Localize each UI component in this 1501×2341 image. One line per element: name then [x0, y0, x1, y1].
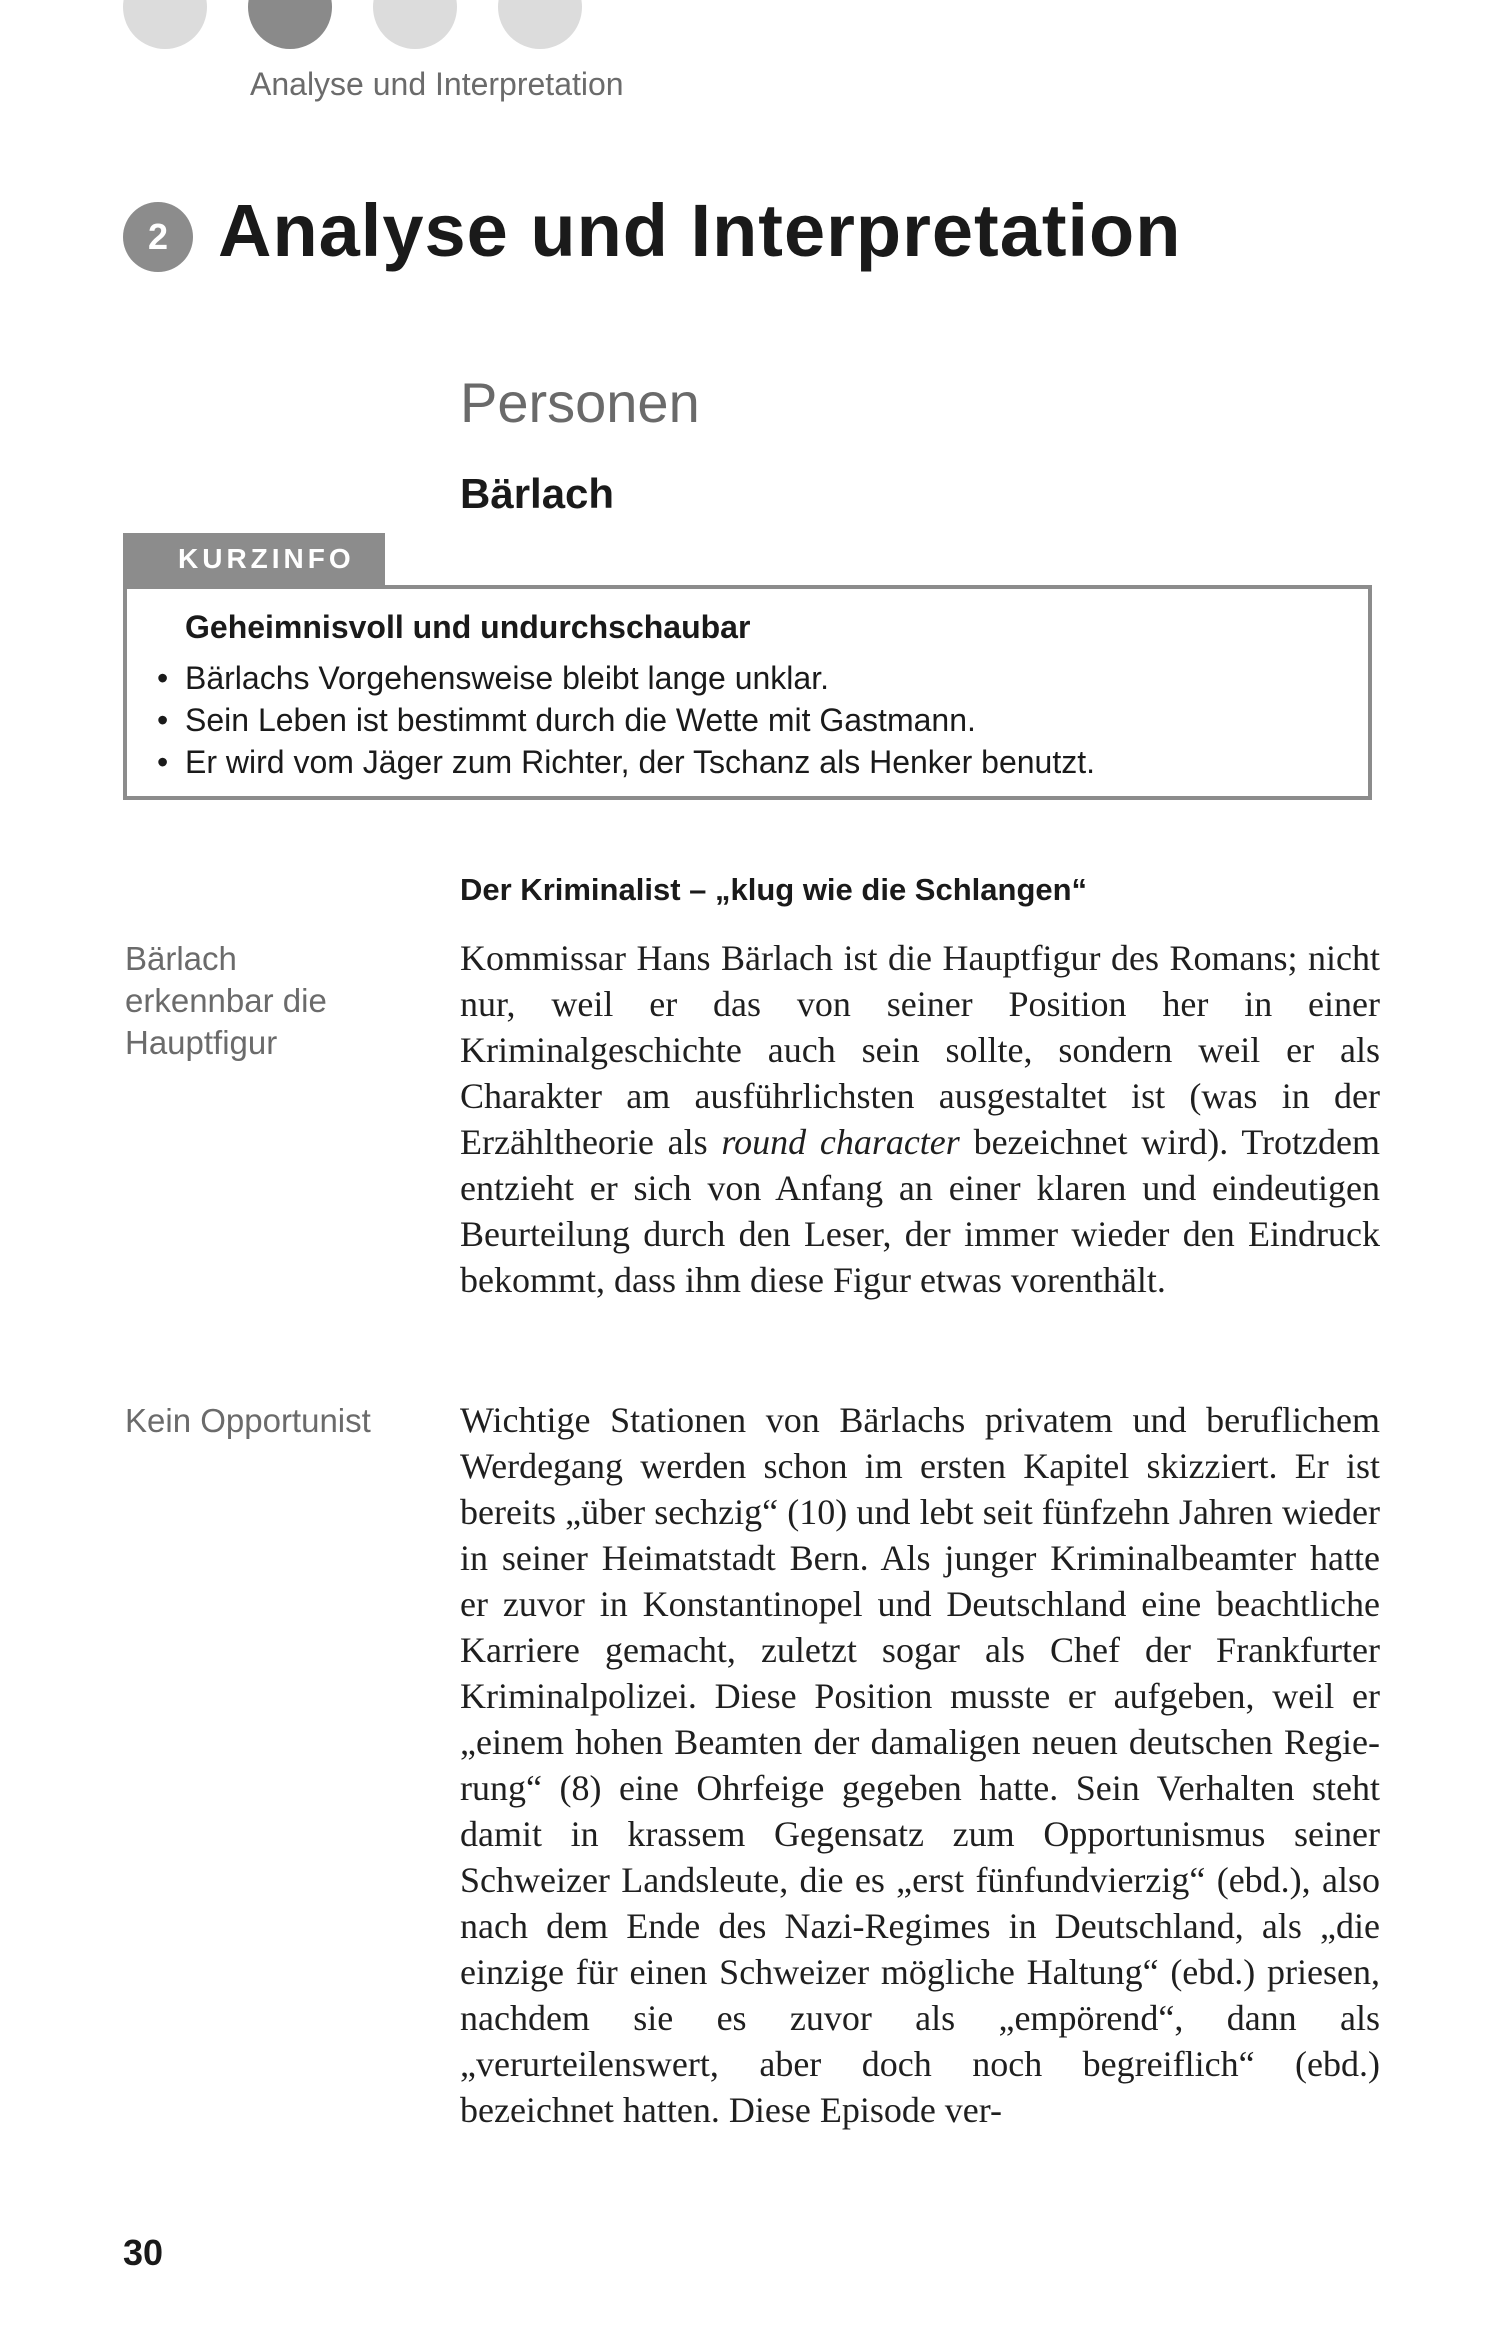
body-paragraph-1 — [460, 935, 1380, 1303]
chapter-number-badge: 2 — [123, 202, 193, 272]
chapter-title: Analyse und Interpretation — [218, 189, 1182, 272]
emphasis-round-character: round character — [721, 1122, 960, 1162]
body-paragraph-2: Wichtige Stationen von Bärlachs privatem und beruflichem Werdegang werden schon im ersten Kapitel skizziert. Er ist bereits „über sechzig“ (10) und lebt seit fünfzehn Jahren wieder in seiner Heimatstadt Bern. Als junger Kriminalbeamter hatte er zuvor in Konstantinopel und Deutschland eine beachtliche Karriere gemacht, zuletzt sogar als Chef der Frankfurter Kriminalpolizei. Diese Position musste er aufgeben, weil er „einem hohen Beamten der damaligen neuen deutschen Regierung“ (8) eine Ohrfeige gegeben hatte. Sein Verhalten steht damit in krassem Gegensatz zum Opportunismus seiner Schweizer Landsleute, die es „erst fünfundvierzig“ (ebd.), also nach dem Ende des Nazi-Regimes in Deutschland, als „die einzige für einen Schweizer mögliche Haltung“ (ebd.) priesen, nachdem sie es zuvor als „empörend“, dann als „verurteilenswert, aber doch noch begreiflich“ (ebd.) bezeichnet hatten. Diese Episode ver- — [460, 1400, 1380, 2130]
running-head: Analyse und Interpretation — [250, 66, 624, 102]
margin-note-hauptfigur: Bärlach erkennbar die Hauptfigur — [125, 940, 327, 1061]
paragraph-1-text-end: bezeichnet wird). Trotzdem entzieht er sich von Anfang an einer klaren und eindeutigen Beurteilung durch den Leser, der immer wieder den Eindruck bekommt, dass ihm diese Figur etwas vorenthält. — [460, 1122, 1380, 1300]
progress-dot-4 — [498, 0, 582, 49]
progress-dot-3 — [373, 0, 457, 49]
kurzinfo-label: KURZINFO — [123, 533, 385, 585]
kurzinfo-item: • Er wird vom Jäger zum Richter, der Tschanz als Henker benutzt. — [157, 741, 1095, 783]
kurzinfo-heading: Geheimnisvoll und undurchschaubar — [185, 609, 751, 645]
paragraph-heading: Der Kriminalist – „klug wie die Schlangen“ — [460, 872, 1088, 907]
margin-note-opportunist: Kein Opportunist — [125, 1402, 371, 1439]
kurzinfo-box — [123, 585, 1372, 800]
subsection-title: Bärlach — [460, 470, 615, 517]
progress-dot-1 — [123, 0, 207, 49]
progress-dot-2-active — [248, 0, 332, 49]
page-number: 30 — [123, 2232, 164, 2273]
paragraph-1-text-start: Kommissar Hans Bärlach ist die Hauptfigur des Romans; nicht nur, weil er das von seiner Position her in einer Kriminalgeschichte auch sein sollte, sondern weil er als Charakter am ausführlichsten ausgestaltet ist (was in der Erzähltheorie als — [460, 938, 1380, 1162]
kurzinfo-list — [157, 657, 1095, 783]
kurzinfo-item: • Bärlachs Vorgehensweise bleibt lange unklar. — [157, 657, 1095, 699]
section-title: Personen — [460, 371, 700, 434]
kurzinfo-item: • Sein Leben ist bestimmt durch die Wette mit Gastmann. — [157, 699, 1095, 741]
